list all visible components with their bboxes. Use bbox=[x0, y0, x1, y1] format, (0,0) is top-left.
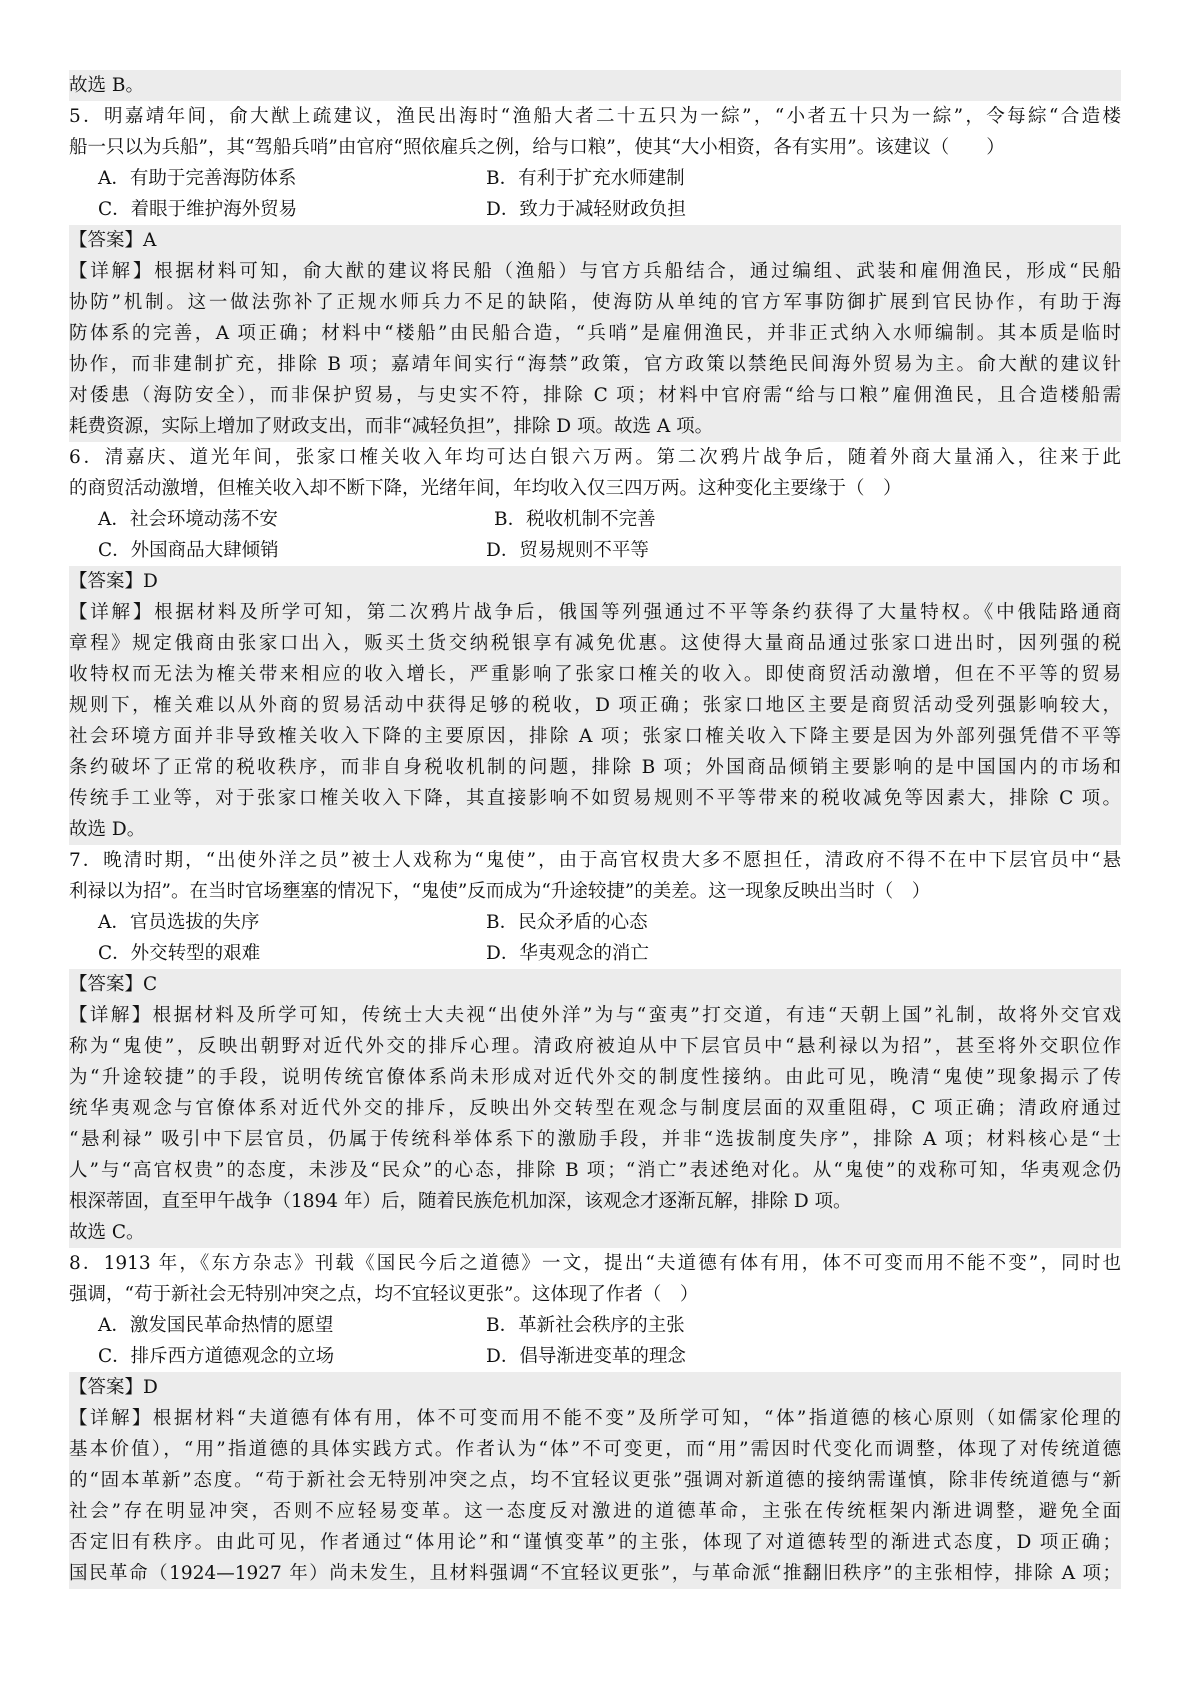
question-stem-line: 7．晚清时期，“出使外洋之员”被士人戏称为“鬼使”，由于高官权贵大多不愿担任，清政府不得不在中下层官员中“悬 bbox=[69, 850, 1121, 871]
detail-line: 统华夷观念与官僚体系对近代外交的排斥，反映出外交转型在观念与制度层面的双重阻碍，C 项正确；清政府通过 bbox=[69, 1098, 1121, 1119]
option-c: C．外交转型的艰难 bbox=[98, 943, 261, 964]
option-a: A．官员选拔的失序 bbox=[98, 912, 260, 933]
detail-line: 【详解】根据材料“夫道德有体有用，体不可变而用不能不变”及所学可知，“体”指道德的核心原则（如儒家伦理的 bbox=[69, 1408, 1121, 1429]
question-stem-line: 5．明嘉靖年间，俞大猷上疏建议，渔民出海时“渔船大者二十五只为一綜”，“小者五十只为一綜”，令每綜“合造楼 bbox=[69, 106, 1121, 127]
detail-line: 防体系的完善，A 项正确；材料中“楼船”由民船合造，“兵哨”是雇佣渔民，并非正式纳入水师编制。其本质是临时 bbox=[69, 323, 1121, 344]
detail-line: 否定旧有秩序。由此可见，作者通过“体用论”和“谨慎变革”的主张，体现了对道德转型的渐进式态度，D 项正确； bbox=[69, 1532, 1121, 1553]
question-stem-line: 8．1913 年，《东方杂志》刊载《国民今后之道德》一文，提出“夫道德有体有用，体不可变而用不能不变”，同时也 bbox=[69, 1253, 1121, 1274]
option-c: C．排斥西方道德观念的立场 bbox=[98, 1346, 335, 1367]
question-stem-line: 的商贸活动激增，但榷关收入却不断下降，光绪年间，年均收入仅三四万两。这种变化主要缘于（ ） bbox=[69, 478, 902, 499]
detail-line: “悬利禄” 吸引中下层官员，仍属于传统科举体系下的激励手段，并非“选拔制度失序”，排除 A 项；材料核心是“士 bbox=[69, 1129, 1121, 1150]
option-a: A．激发国民革命热情的愿望 bbox=[98, 1315, 334, 1336]
detail-line: 人”与“高官权贵”的态度，未涉及“民众”的心态，排除 B 项；“消亡”表述绝对化。从“鬼使”的戏称可知，华夷观念仍 bbox=[69, 1160, 1121, 1181]
detail-line: 章程》规定俄商由张家口出入，贩买土货交纳税银享有减免优惠。这使得大量商品通过张家口进出时，因列强的税 bbox=[69, 633, 1121, 654]
detail-line: 故选 C。 bbox=[69, 1222, 145, 1243]
detail-line: 社会环境方面并非导致榷关收入下降的主要原因，排除 A 项；张家口榷关收入下降主要是因为外部列强凭借不平等 bbox=[69, 726, 1121, 747]
answer-label: 【答案】A bbox=[69, 225, 1121, 256]
option-d: D．华夷观念的消亡 bbox=[486, 943, 649, 964]
options-row bbox=[69, 1310, 1121, 1341]
detail-line: 规则下，榷关难以从外商的贸易活动中获得足够的税收，D 项正确；张家口地区主要是商贸活动受列强影响较大， bbox=[69, 695, 1121, 716]
detail-line: 称为“鬼使”，反映出朝野对近代外交的排斥心理。清政府被迫从中下层官员中“悬利禄以为招”，甚至将外交职位作 bbox=[69, 1036, 1121, 1057]
option-d: D．致力于减轻财政负担 bbox=[486, 199, 686, 220]
detail-line: 为“升途较捷”的手段，说明传统官僚体系尚未形成对近代外交的制度性接纳。由此可见，晚清“鬼使”现象揭示了传 bbox=[69, 1067, 1121, 1088]
detail-line: 耗费资源，实际上增加了财政支出，而非“减轻负担”，排除 D 项。故选 A 项。 bbox=[69, 416, 714, 437]
detail-line: 基本价值），“用”指道德的具体实践方式。作者认为“体”不可变更，而“用”需因时代变化而调整，体现了对传统道德 bbox=[69, 1439, 1121, 1460]
question-5 bbox=[69, 101, 1121, 442]
answer-detail bbox=[69, 256, 1121, 442]
option-b: B．税收机制不完善 bbox=[494, 509, 656, 530]
question-stem-line: 利禄以为招”。在当时官场壅塞的情况下，“鬼使”反而成为“升途较捷”的美差。这一现象反映出当时（ ） bbox=[69, 881, 931, 902]
detail-line: 社会”存在明显冲突，否则不应轻易变革。这一态度反对激进的道德革命，主张在传统框架内渐进调整，避免全面 bbox=[69, 1501, 1121, 1522]
answer-detail bbox=[69, 1000, 1121, 1248]
option-b: B．有利于扩充水师建制 bbox=[486, 168, 685, 189]
options-row bbox=[69, 938, 1121, 969]
answer-label: 【答案】D bbox=[69, 1372, 1121, 1403]
option-b: B．革新社会秩序的主张 bbox=[486, 1315, 685, 1336]
detail-line: 收特权而无法为榷关带来相应的收入增长，严重影响了张家口榷关的收入。即使商贸活动激增，但在不平等的贸易 bbox=[69, 664, 1121, 685]
option-a: A．有助于完善海防体系 bbox=[98, 168, 297, 189]
options-row bbox=[69, 535, 1121, 566]
detail-line: 传统手工业等，对于张家口榷关收入下降，其直接影响不如贸易规则不平等带来的税收减免等因素大，排除 C 项。 bbox=[69, 788, 1121, 809]
option-c: C．着眼于维护海外贸易 bbox=[98, 199, 298, 220]
question-8 bbox=[69, 1248, 1121, 1589]
options-row bbox=[69, 163, 1121, 194]
detail-line: 协防”机制。这一做法弥补了正规水师兵力不足的缺陷，使海防从单纯的官方军事防御扩展到官民协作，有助于海 bbox=[69, 292, 1121, 313]
options-row bbox=[69, 907, 1121, 938]
answer-detail bbox=[69, 1403, 1121, 1589]
options-row bbox=[69, 1341, 1121, 1372]
detail-line: 条约破坏了正常的税收秩序，而非自身税收机制的问题，排除 B 项；外国商品倾销主要影响的是中国国内的市场和 bbox=[69, 757, 1121, 778]
document-page bbox=[69, 70, 1121, 1589]
detail-line: 对倭患（海防安全），而非保护贸易，与史实不符，排除 C 项；材料中官府需“给与口粮”雇佣渔民，且合造楼船需 bbox=[69, 385, 1121, 406]
answer-label: 【答案】D bbox=[69, 566, 1121, 597]
option-a: A．社会环境动荡不安 bbox=[98, 509, 278, 530]
option-c: C．外国商品大肆倾销 bbox=[98, 540, 279, 561]
detail-line: 【详解】根据材料可知，俞大猷的建议将民船（渔船）与官方兵船结合，通过编组、武装和雇佣渔民，形成“民船 bbox=[69, 261, 1121, 282]
options-row bbox=[69, 194, 1121, 225]
answer-detail bbox=[69, 597, 1121, 845]
detail-line: 协作，而非建制扩充，排除 B 项；嘉靖年间实行“海禁”政策，官方政策以禁绝民间海外贸易为主。俞大猷的建议针 bbox=[69, 354, 1121, 375]
option-b: B．民众矛盾的心态 bbox=[486, 912, 648, 933]
option-d: D．倡导渐进变革的理念 bbox=[486, 1346, 686, 1367]
detail-line: 【详解】根据材料及所学可知，传统士大夫视“出使外洋”为与“蛮夷”打交道，有违“天朝上国”礼制，故将外交官戏 bbox=[69, 1005, 1121, 1026]
answer-label: 【答案】C bbox=[69, 969, 1121, 1000]
question-stem-line: 6．清嘉庆、道光年间，张家口榷关收入年均可达白银六万两。第二次鸦片战争后，随着外商大量涌入，往来于此 bbox=[69, 447, 1121, 468]
detail-line: 的“固本革新”态度。“苟于新社会无特别冲突之点，均不宜轻议更张”强调对新道德的接纳需谨慎，除非传统道德与“新 bbox=[69, 1470, 1121, 1491]
prev-answer-tail: 故选 B。 bbox=[69, 70, 1121, 101]
question-6 bbox=[69, 442, 1121, 845]
question-stem-line: 强调，“苟于新社会无特别冲突之点，均不宜轻议更张”。这体现了作者（ ） bbox=[69, 1284, 699, 1305]
option-d: D．贸易规则不平等 bbox=[486, 540, 649, 561]
question-7 bbox=[69, 845, 1121, 1248]
detail-line: 故选 D。 bbox=[69, 819, 146, 840]
detail-line: 国民革命（1924—1927 年）尚未发生，且材料强调“不宜轻议更张”，与革命派“推翻旧秩序”的主张相悖，排除 A 项； bbox=[69, 1563, 1121, 1584]
detail-line: 根深蒂固，直至甲午战争（1894 年）后，随着民族危机加深，该观念才逐渐瓦解，排除 D 项。 bbox=[69, 1191, 852, 1212]
detail-line: 【详解】根据材料及所学可知，第二次鸦片战争后，俄国等列强通过不平等条约获得了大量特权。《中俄陆路通商 bbox=[69, 602, 1121, 623]
options-row bbox=[69, 504, 1121, 535]
question-stem-line: 船一只以为兵船”，其“驾船兵哨”由官府“照依雇兵之例，给与口粮”，使其“大小相资，各有实用”。该建议（ ） bbox=[69, 137, 1005, 158]
